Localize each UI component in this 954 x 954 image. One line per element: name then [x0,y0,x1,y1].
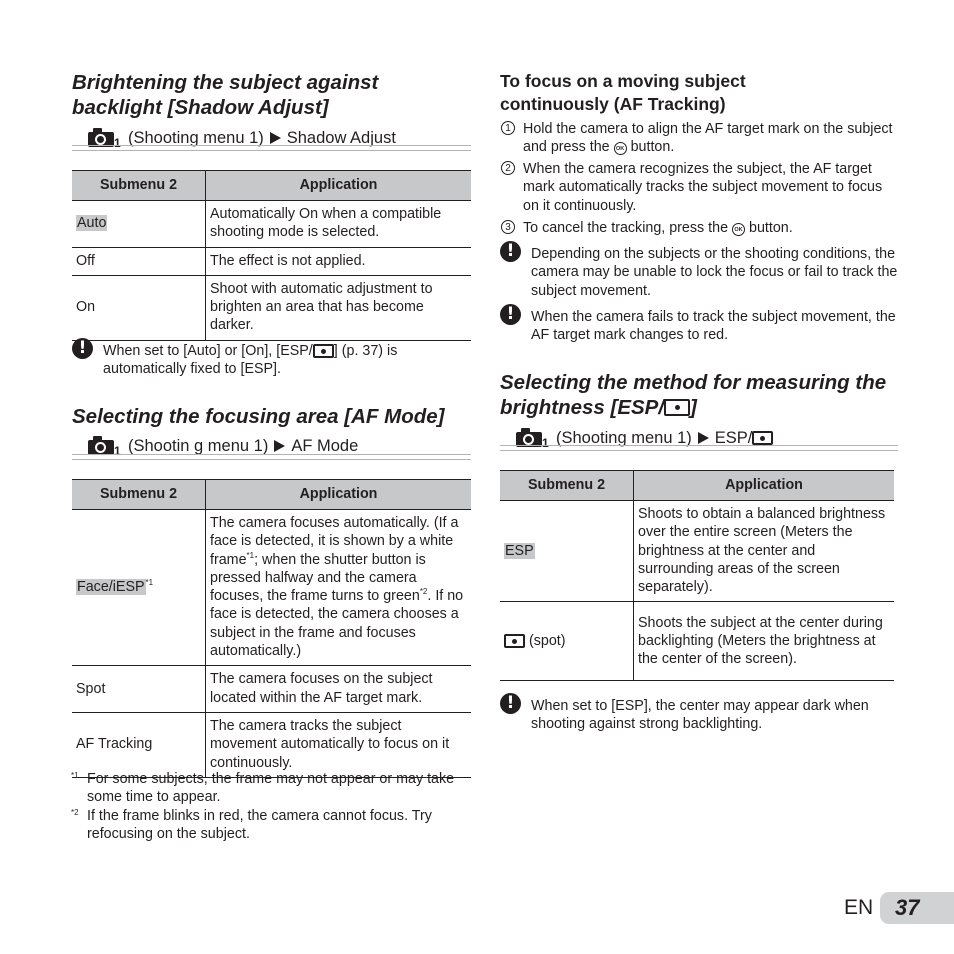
double-rule [72,454,471,460]
title-line: backlight [Shadow Adjust] [72,96,329,119]
text-run: button. [745,220,793,236]
footnote-text: If the frame blinks in red, the camera cannot focus. Try refocusing on the subject. [87,808,432,843]
step-text: When the camera recognizes the subject, the AF target mark automatically tracks the subject movement to focus on it continuously. [523,161,883,214]
menu-path-text: (Shooting menu 1) [556,429,692,447]
ok-button-icon: OK [614,142,627,155]
note-text: ] (p. 37) is automatically fixed to [ESP]. [103,343,398,378]
submenu-option: Off [72,247,206,275]
column-header: Application [206,480,472,510]
footnote-ref: *2 [419,587,428,597]
table-row [500,602,894,681]
step-number: 2 [501,161,515,175]
note-text: When the camera fails to track the subject movement, the AF target mark changes to red. [531,309,896,344]
menu-number: 1 [114,136,121,150]
menu-number: 1 [114,444,121,458]
application-text: The camera focuses on the subject located within the AF target mark. [206,666,472,713]
caution-icon: ! [500,693,521,714]
table-row [500,501,894,602]
application-text [206,510,472,666]
menu-item-text: ESP/ [714,429,753,447]
note-text: When set to [ESP], the center may appear dark when shooting against strong backlighting. [531,698,869,733]
note-text: Depending on the subjects or the shooting conditions, the camera may be unable to lock the focus or fail to track the subject movement. [531,246,898,299]
application-text: The camera tracks the subject movement automatically to focus on it continuously. [206,712,472,777]
text-run: ; when the shutter button is pressed halfway and the camera focuses, the frame turns to green [210,551,426,605]
footnote-text: For some subjects, the frame may not appear or may take some time to appear. [87,771,455,806]
step-text [523,219,901,237]
section-title-af-mode: Selecting the focusing area [AF Mode] [72,405,445,428]
text-run: . If no face is detected, the camera chooses a subject in the frame and focuses automatically.) [210,588,464,660]
text-run: To cancel the tracking, press the [523,220,733,236]
table-row [72,275,471,340]
table-header-row [500,471,894,501]
table-row [72,666,471,713]
language-label: EN [844,896,874,919]
menu-number: 1 [542,436,549,450]
application-text: Shoot with automatic adjustment to brighten an area that has become darker. [206,275,472,340]
column-header: Submenu 2 [72,480,206,510]
caution-icon: ! [72,338,93,359]
caution-icon: ! [500,241,521,262]
play-triangle-icon [274,440,285,452]
footnote-ref: *1 [246,550,255,560]
column-header: Application [206,171,472,201]
menu-path-af-mode [88,436,358,456]
caution-icon: ! [500,304,521,325]
step-number: 1 [501,121,515,135]
table-row [72,712,471,777]
title-line: brightness [ESP/ [500,396,665,419]
column-header: Application [634,471,895,501]
footnote-mark: *2 [71,808,79,817]
section-title-shadow-adjust [72,70,472,120]
submenu-option: On [72,275,206,340]
menu-path-text: (Shooting menu 1) [128,129,264,147]
submenu-option: AF Tracking [72,712,206,777]
section-title-af-tracking [500,70,900,116]
table-row [72,201,471,248]
title-line: continuously (AF Tracking) [500,94,726,114]
note-text: When set to [Auto] or [On], [ESP/ [103,343,313,359]
step-number: 3 [501,220,515,234]
footnote-mark: *1 [71,771,79,780]
play-triangle-icon [698,432,709,444]
spot-metering-icon [752,431,773,445]
section-title-metering [500,370,920,420]
menu-item-text: Shadow Adjust [286,129,396,147]
double-rule [500,445,898,451]
title-line: ] [690,396,697,419]
double-rule [72,145,471,151]
application-text: Automatically On when a compatible shooting mode is selected. [206,201,472,248]
column-header: Submenu 2 [72,171,206,201]
table-header-row [72,171,471,201]
application-text: Shoots to obtain a balanced brightness over the entire screen (Meters the brightness at the center and surrounding areas of the screen separately). [634,501,895,602]
spot-metering-icon [313,344,334,358]
submenu-option: ESP [505,542,534,559]
submenu-option: Spot [72,666,206,713]
af-mode-table [72,479,471,778]
text-run: Hold the camera to align the AF target mark on the subject and press the [523,121,893,156]
submenu-option: Face/iESP [77,579,145,596]
spot-metering-icon [664,399,690,416]
section-shadow-adjust [72,70,472,120]
spot-metering-icon [504,634,525,648]
title-line: To focus on a moving subject [500,71,746,91]
page-number: 37 [895,895,920,920]
table-row [72,247,471,275]
table-header-row [72,480,471,510]
submenu-option: (spot) [528,632,566,649]
title-line: Brightening the subject against [72,71,379,94]
application-text: The effect is not applied. [206,247,472,275]
application-text: Shoots the subject at the center during backlighting (Meters the brightness at the center of the screen). [634,602,895,681]
menu-path-text: (Shootin g menu 1) [128,437,269,455]
camera-shooting-icon [88,436,124,456]
metering-table [500,470,894,681]
table-row [72,510,471,666]
text-run: button. [626,139,675,156]
footnote-ref: *1 [145,578,154,588]
submenu-option: Auto [77,215,107,232]
column-header: Submenu 2 [500,471,634,501]
page-number-tab [880,892,954,924]
step-text [523,120,901,157]
ok-button-icon: OK [732,223,745,236]
text-run: The camera focuses automatically. (If a face is detected, it is shown by a white frame [210,515,459,568]
title-line: Selecting the method for measuring the [500,371,887,394]
shadow-adjust-table [72,170,471,341]
play-triangle-icon [270,132,281,144]
note-esp-fixed [103,342,463,379]
menu-item-text: AF Mode [291,437,359,455]
